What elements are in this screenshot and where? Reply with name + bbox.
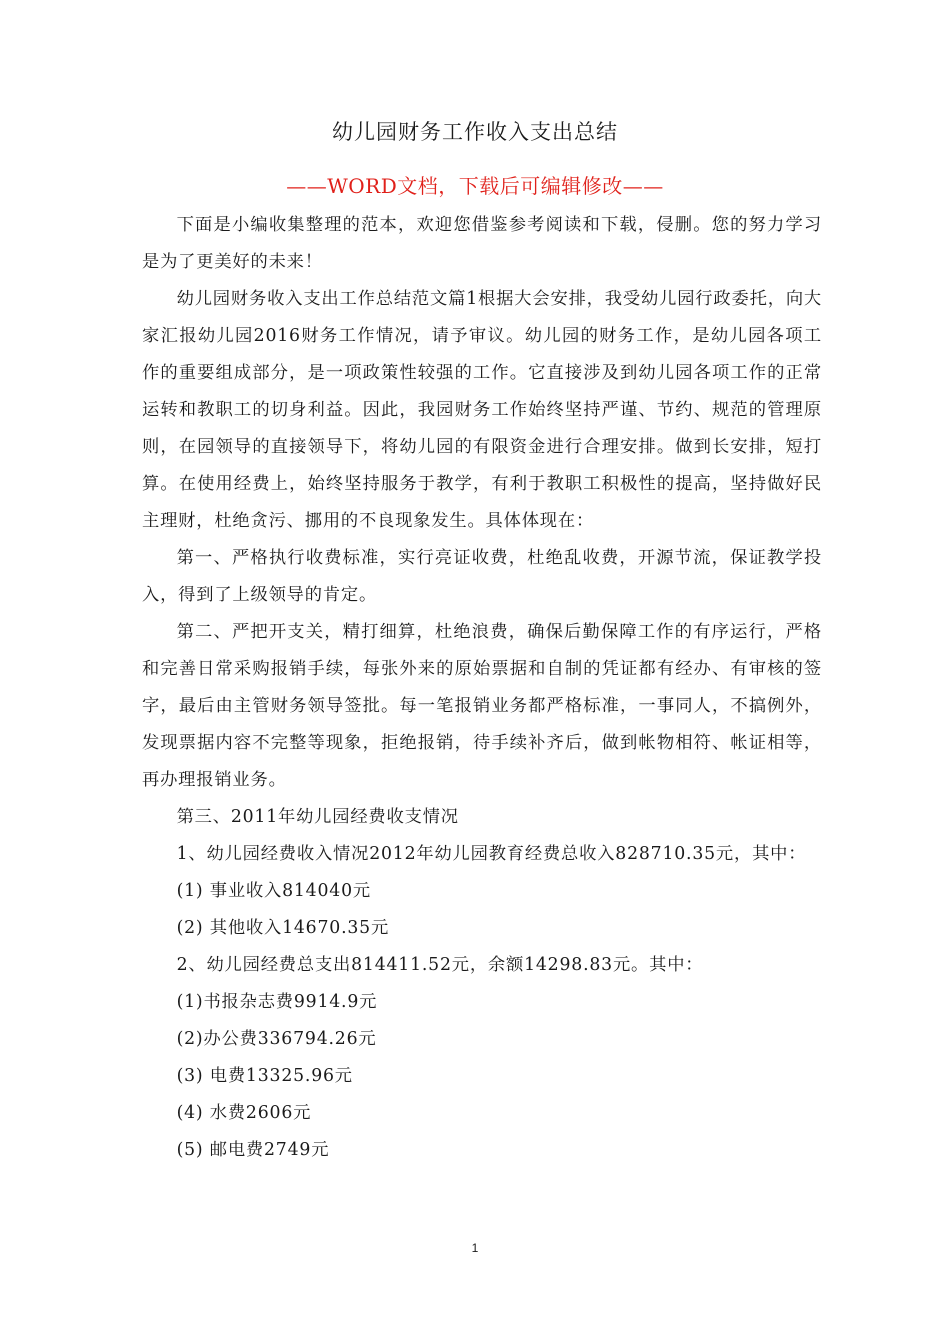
page-number: 1 (471, 1241, 479, 1255)
expense-item: (1)书报杂志费9914.9元 (176, 992, 378, 1012)
expense-item: (5) 邮电费2749元 (176, 1140, 330, 1160)
income-item: (2) 其他收入14670.35元 (176, 918, 390, 938)
expense-item: (3) 电费13325.96元 (176, 1066, 353, 1086)
document-body (142, 207, 822, 1169)
first-point-paragraph: 第一、严格执行收费标准，实行亮证收费，杜绝乱收费，开源节流，保证教学投入，得到了上级领导的肯定。 (142, 548, 822, 605)
third-point-heading: 第三、2011年幼儿园经费收支情况 (176, 807, 459, 827)
summary-paragraph: 幼儿园财务收入支出工作总结范文篇1根据大会安排，我受幼儿园行政委托，向大家汇报幼儿园2016财务工作情况，请予审议。幼儿园的财务工作，是幼儿园各项工作的重要组成部分，是一项政策性较强的工作。它直接涉及到幼儿园各项工作的正常运转和教职工的切身利益。因此，我园财务工作始终坚持严谨、节约、规范的管理原则，在园领导的直接领导下，将幼儿园的有限资金进行合理安排。做到长安排，短打算。在使用经费上，始终坚持服务于教学，有利于教职工积极性的提高，坚持做好民主理财，杜绝贪污、挪用的不良现象发生。具体体现在： (142, 289, 822, 531)
expense-summary-line: 2、幼儿园经费总支出814411.52元，余额14298.83元。其中： (176, 955, 704, 975)
expense-item: (4) 水费2606元 (176, 1103, 312, 1123)
income-summary-line: 1、幼儿园经费收入情况2012年幼儿园教育经费总收入828710.35元，其中： (176, 844, 807, 864)
intro-paragraph: 下面是小编收集整理的范本，欢迎您借鉴参考阅读和下载，侵删。您的努力学习是为了更美好的未来！ (142, 215, 822, 272)
income-item: (1) 事业收入814040元 (176, 881, 371, 901)
document-title: 幼儿园财务工作收入支出总结 (332, 120, 618, 144)
expense-item: (2)办公费336794.26元 (176, 1029, 377, 1049)
second-point-paragraph: 第二、严把开支关，精打细算，杜绝浪费，确保后勤保障工作的有序运行，严格和完善日常采购报销手续，每张外来的原始票据和自制的凭证都有经办、有审核的签字，最后由主管财务领导签批。每一笔报销业务都严格标准，一事同人，不搞例外，发现票据内容不完整等现象，拒绝报销，待手续补齐后，做到帐物相符、帐证相等，再办理报销业务。 (142, 622, 822, 790)
document-subtitle: ——WORD文档，下载后可编辑修改—— (286, 174, 664, 198)
